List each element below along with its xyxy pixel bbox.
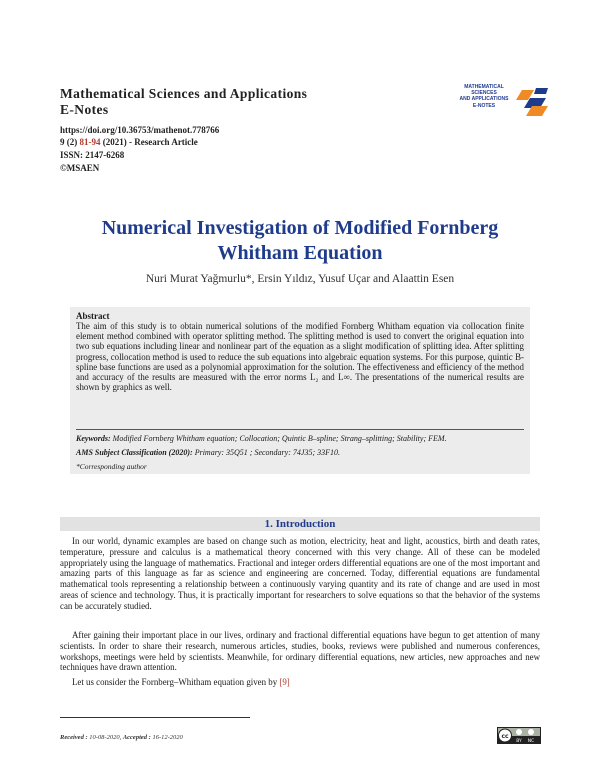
logo-mark-icon <box>516 86 550 120</box>
citation-link[interactable]: [9] <box>279 677 290 687</box>
authors: Nuri Murat Yağmurlu*, Ersin Yıldız, Yusuf Uçar and Alaattin Esen <box>145 273 455 285</box>
ams-text: Primary: 35Q51 ; Secondary: 74J35; 33F10. <box>194 448 340 457</box>
issue-suffix: (2021) - Research Article <box>102 137 198 147</box>
abstract-heading: Abstract <box>76 311 110 321</box>
intro-paragraph-2: After gaining their important place in our lives, ordinary and fractional differential equations have begun to get attention of many scientists. In order to share their research, numerous articles, studies, books, reviews were published and numerous conferences, workshops, meetings were held by scientists. Meanwhile, for ordinary differential equations, new articles, new approaches and new techniques have drawn attention. <box>60 630 540 673</box>
intro-paragraph-3 <box>60 677 540 688</box>
corresponding-note: *Corresponding author <box>76 462 147 471</box>
abstract-text: The aim of this study is to obtain numerical solutions of the modified Fornberg Whitham equation via collocation finite element method combined with operator splitting method. The splitting method is used to convert the original equation into two sub equations including linear and nonlinear part of the equation as a slight modification of splitting idea. After splitting progress, collocation method is used to reduce the sub equations into algebraic equation systems. For this purpose, quintic B-spline base functions are used as a polynomial approximation for the solution. The effectiveness and efficiency of the method and accuracy of the results are measured with the error norms L₂ and L∞. The presentations of the numerical results are shown by graphics as well. <box>76 321 524 393</box>
ams-label: AMS Subject Classification (2020): <box>76 448 193 457</box>
pages-link[interactable]: 81-94 <box>79 137 101 147</box>
logo-line-3: AND APPLICATIONS <box>459 96 509 103</box>
accepted-date: 16-12-2020 <box>152 734 183 741</box>
cc-badge-text: cc <box>501 733 509 740</box>
footnote-rule <box>60 717 250 718</box>
abstract-divider <box>76 429 524 430</box>
received-accepted <box>60 734 183 741</box>
keywords-label: Keywords: <box>76 434 111 443</box>
license-badge[interactable] <box>497 727 541 744</box>
accepted-label: Accepted : <box>122 734 151 741</box>
issn: ISSN: 2147-6268 <box>60 150 125 160</box>
logo-text <box>453 84 515 109</box>
issue-prefix: 9 (2) <box>60 137 78 147</box>
logo-line-1: MATHEMATICAL <box>464 84 504 90</box>
keywords <box>76 434 524 443</box>
copyright: ©MSAEN <box>60 163 100 173</box>
journal-name-line2: E-Notes <box>60 102 109 117</box>
cc-license-icon <box>497 727 541 744</box>
keywords-text: Modified Fornberg Whitham equation; Collocation; Quintic B–spline; Strang–splitting; Stability; FEM. <box>112 434 447 443</box>
journal-name: Mathematical Sciences and Applications <box>60 86 308 101</box>
section-heading-introduction: 1. Introduction <box>60 517 540 531</box>
logo-line-2: SCIENCES <box>471 90 497 97</box>
received-label: Received : <box>60 734 88 741</box>
abstract-box <box>70 307 530 474</box>
logo-line-4: E-NOTES <box>472 102 496 109</box>
paper-title: Numerical Investigation of Modified Fornberg Whitham Equation <box>101 217 499 264</box>
ams-classification <box>76 448 524 457</box>
journal-logo <box>453 84 553 124</box>
by-badge-text: BY <box>516 739 522 744</box>
intro-paragraph-3-text: Let us consider the Fornberg–Whitham equation given by <box>72 677 278 687</box>
issue-info <box>60 137 198 147</box>
nc-badge-text: NC <box>527 739 535 744</box>
received-date: 10-08-2020, <box>89 734 122 741</box>
doi-link[interactable]: https://doi.org/10.36753/mathenot.778766 <box>60 125 220 135</box>
intro-paragraph-1: In our world, dynamic examples are based on change such as motion, electricity, heat and light, acoustics, birth and death rates, temperature, pressure and calculus is a mathematical theory concerned with this very change. All of these can be modeled appropriately using the language of mathematics. Fractional and integer orders differential equations are one of the most important and amazing parts of this language as far as science and engineering are concerned. Today, differential equations are fundamental mathematical tools representing a relationship between a continuously varying quantity and its rate of change and are used in most areas of science and technology. Thus, it is practically important for researchers to solve equations so that the behavior of the systems can be accurately studied. <box>60 536 540 611</box>
